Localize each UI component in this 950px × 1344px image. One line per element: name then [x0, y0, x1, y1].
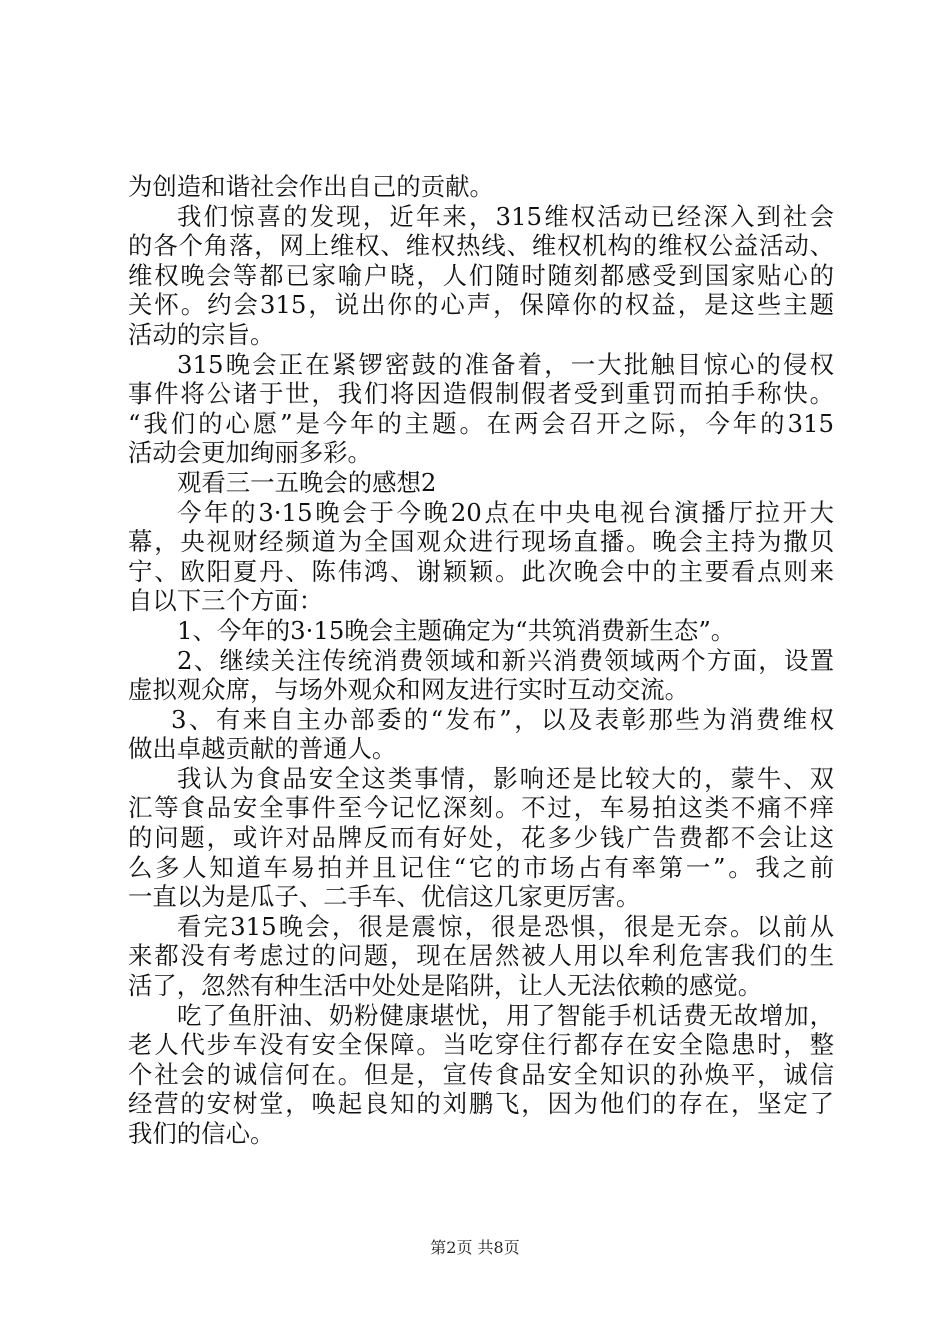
text-line: 么多人知道车易拍并且记住“它的市场占有率第一”。我之前 [128, 852, 834, 882]
text-line: 自以下三个方面： [128, 586, 324, 616]
list-item: 3、有来自主办部委的“发布”，以及表彰那些为消费维权 [171, 704, 834, 734]
text-line: 宁、欧阳夏丹、陈伟鸿、谢颖颖。此次晚会中的主要看点则来 [128, 556, 834, 586]
section-heading: 观看三一五晚会的感想2 [177, 467, 437, 497]
text-line: 看完315晚会，很是震惊，很是恐惧，很是无奈。以前从 [177, 911, 834, 941]
text-line: 的问题，或许对品牌反而有好处，花多少钱广告费都不会让这 [128, 823, 834, 853]
text-line: 为创造和谐社会作出自己的贡献。 [128, 172, 494, 201]
text-line: 活动会更加绚丽多彩。 [128, 438, 372, 468]
text-line: 虚拟观众席，与场外观众和网友进行实时互动交流。 [128, 675, 689, 705]
text-line: 汇等食品安全事件至今记忆深刻。不过，车易拍这类不痛不痒 [128, 793, 834, 823]
list-item: 1、今年的3·15晚会主题确定为“共筑消费新生态”。 [177, 615, 736, 645]
text-line: 老人代步车没有安全保障。当吃穿住行都存在安全隐患时，整 [128, 1030, 834, 1060]
text-line: 关怀。约会315，说出你的心声，保障你的权益，是这些主题 [128, 290, 834, 320]
text-line: 个社会的诚信何在。但是，宣传食品安全知识的孙焕平，诚信 [128, 1059, 834, 1089]
text-line: 我认为食品安全这类事情，影响还是比较大的，蒙牛、双 [177, 763, 834, 793]
document-body [128, 172, 834, 1149]
text-line: 维权晚会等都已家喻户晓，人们随时随刻都感受到国家贴心的 [128, 260, 834, 290]
text-line: 活了，忽然有种生活中处处是陷阱，让人无法依赖的感觉。 [128, 971, 763, 1001]
text-line: 幕，央视财经频道为全国观众进行现场直播。晚会主持为撒贝 [128, 527, 834, 557]
text-line: 我们惊喜的发现，近年来，315维权活动已经深入到社会 [177, 201, 834, 231]
text-line: 活动的宗旨。 [128, 319, 275, 349]
text-line: 吃了鱼肝油、奶粉健康堪忧，用了智能手机话费无故增加， [177, 1000, 834, 1030]
text-line: 的各个角落，网上维权、维权热线、维权机构的维权公益活动、 [128, 231, 834, 261]
text-line: 事件将公诸于世，我们将因造假制假者受到重罚而拍手称快。 [128, 379, 834, 409]
text-line: “我们的心愿”是今年的主题。在两会召开之际，今年的315 [128, 408, 834, 438]
list-item: 2、继续关注传统消费领域和新兴消费领域两个方面，设置 [177, 645, 834, 675]
page-number: 第2页 共8页 [430, 1238, 520, 1257]
text-line: 来都没有考虑过的问题，现在居然被人用以牟利危害我们的生 [128, 941, 834, 971]
text-line: 做出卓越贡献的普通人。 [128, 734, 397, 764]
text-line: 今年的3·15晚会于今晚20点在中央电视台演播厅拉开大 [177, 497, 834, 527]
text-line: 我们的信心。 [128, 1119, 275, 1148]
text-line: 315晚会正在紧锣密鼓的准备着，一大批触目惊心的侵权 [177, 349, 834, 379]
text-line: 一直以为是瓜子、二手车、优信这几家更厉害。 [128, 882, 641, 912]
text-line: 经营的安树堂，唤起良知的刘鹏飞，因为他们的存在，坚定了 [128, 1089, 834, 1119]
